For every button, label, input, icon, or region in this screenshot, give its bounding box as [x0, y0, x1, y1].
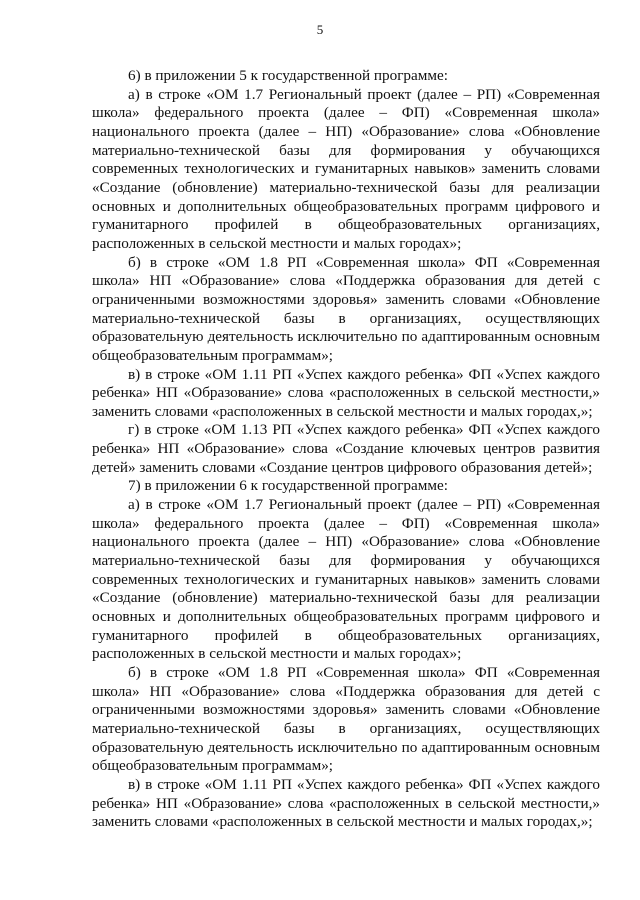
paragraph-item-6v: в) в строке «ОМ 1.11 РП «Успех каждого ребенка» ФП «Успех каждого ребенка» НП «Образование» слова «расположенных в сельской местности,» заменить словами «расположенных в сельской местности и малых городах,»;: [92, 365, 600, 420]
paragraph-item-6: 6) в приложении 5 к государственной программе:: [128, 67, 448, 84]
page-number: 5: [316, 22, 324, 37]
paragraph-item-7v: в) в строке «ОМ 1.11 РП «Успех каждого ребенка» ФП «Успех каждого ребенка» НП «Образование» слова «расположенных в сельской местности,» заменить словами «расположенных в сельской местности и малых городах,»;: [92, 775, 600, 831]
paragraph-item-7: 7) в приложении 6 к государственной программе:: [128, 477, 448, 495]
paragraph-item-6g: г) в строке «ОМ 1.13 РП «Успех каждого ребенка» ФП «Успех каждого ребенка» НП «Образование» слова «Создание ключевых центров развития детей» заменить словами «Создание центров цифрового образования детей»;: [92, 421, 600, 476]
paragraph-item-6b: б) в строке «ОМ 1.8 РП «Современная школа» ФП «Современная школа» НП «Образование» слова «Поддержка образования для детей с ограниченными возможностями здоровья» заменить словами «Обновление материально-технической базы в организациях, осуществляющих образовательную деятельность исключительно по адаптированным основным общеобразовательным программам»;: [92, 253, 600, 364]
document-body: [92, 67, 600, 832]
paragraph-item-7b: б) в строке «ОМ 1.8 РП «Современная школа» ФП «Современная школа» НП «Образование» слова «Поддержка образования для детей с ограниченными возможностями здоровья» заменить словами «Обновление материально-технической базы в организациях, осуществляющих образовательную деятельность исключительно по адаптированным основным общеобразовательным программам»;: [92, 664, 600, 775]
paragraph-item-6a: а) в строке «ОМ 1.7 Региональный проект (далее – РП) «Современная школа» федерального проекта (далее – ФП) «Современная школа» национального проекта (далее – НП) «Образование» слова «Обновление материально-технической базы для формирования у обучающихся современных технологических и гуманитарных навыков» заменить словами «Создание (обновление) материально-технической базы для реализации основных и дополнительных общеобразовательных программ цифрового и гуманитарного профилей в общеобразовательных организациях, расположенных в сельской местности и малых городах»;: [92, 85, 600, 252]
paragraph-item-7a: а) в строке «ОМ 1.7 Региональный проект (далее – РП) «Современная школа» федерального проекта (далее – ФП) «Современная школа» национального проекта (далее – НП) «Образование» слова «Обновление материально-технической базы для формирования у обучающихся современных технологических и гуманитарных навыков» заменить словами «Создание (обновление) материально-технической базы для реализации основных и дополнительных общеобразовательных программ цифрового и гуманитарного профилей в общеобразовательных организациях, расположенных в сельской местности и малых городах»;: [92, 496, 600, 663]
